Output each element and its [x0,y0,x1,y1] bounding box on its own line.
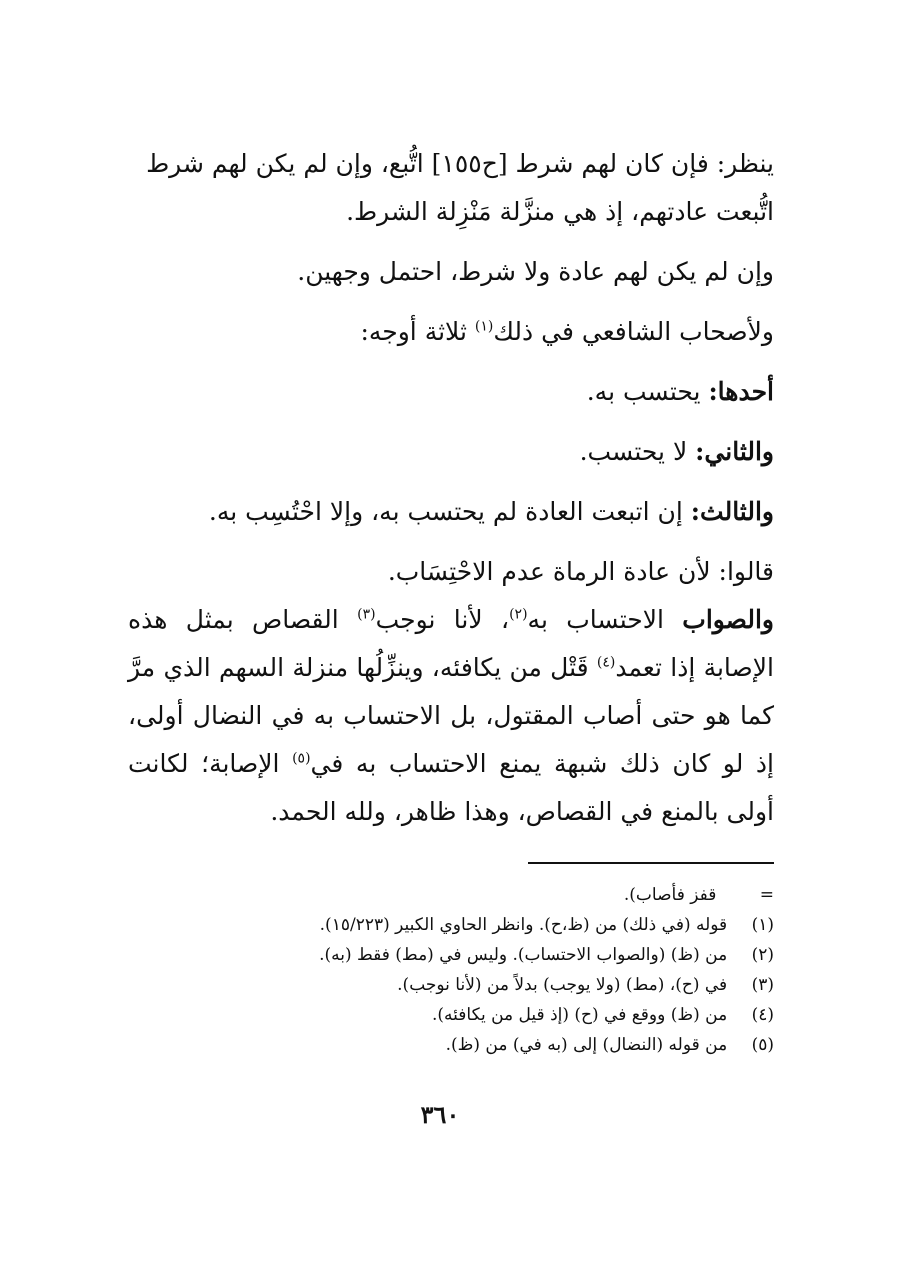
correct-view-label: والصواب [682,605,774,634]
continuation-text: قفز فأصاب). [623,885,717,905]
paragraph-5 [128,428,774,476]
paragraph-4 [128,368,774,416]
footnote-3-text: في (ح)، (مط) (ولا يوجب) بدلاً من (لأنا نوجب). [397,975,728,995]
footnote-ref-4: (٤) [596,654,616,671]
first-view-label: أحدها: [708,377,774,406]
paragraph-1-line-2: اتُّبعت عادتهم، إذ هي منزَّلة مَنْزِلة الشرط. [346,197,774,226]
footnote-4-number: (٤) [751,1005,774,1025]
footnote-5-text: من قوله (النضال) إلى (به في) من (ظ). [445,1035,728,1055]
second-view-label: والثاني: [695,437,774,466]
paragraph-1-line-1: ينظر: فإن كان لهم شرط [ح١٥٥] اتُّبع، وإن لم يكن لهم شرط [146,149,774,178]
footnotes [200,880,774,1060]
footnote-2-text: من (ظ) (والصواب الاحتساب). وليس في (مط) فقط (به). [319,945,728,965]
footnote-3 [200,970,774,1000]
footnote-5-number: (٥) [751,1035,774,1055]
third-view-text: إن اتبعت العادة لم يحتسب به، وإلا احْتُسِب به. [208,497,691,526]
footnote-1 [200,910,774,940]
footnote-ref-1: (١) [474,318,494,335]
footnote-2 [200,940,774,970]
page-number: ٣٦٠ [420,1100,460,1129]
paragraph-8-text-d: قَتْل من يكافئه، وينزِّلُها منزلة السهم الذي مرَّ كما هو حتى أصاب المقتول، بل الاحتساب به في النضال أولى، إذ لو كان ذلك شبهة يمنع الاحتساب به في [128,653,774,778]
footnote-ref-3: (٣) [357,606,376,623]
footnote-4-text: من (ظ) ووقع في (ح) (إذ قيل من يكافئه). [431,1005,728,1025]
footnote-divider [528,862,774,864]
footnote-4 [200,1000,774,1030]
paragraph-8 [128,596,774,836]
footnote-1-number: (١) [751,915,774,935]
first-view-text: يحتسب به. [586,377,709,406]
paragraph-3-text-b: ثلاثة أوجه: [360,317,475,346]
footnote-3-number: (٣) [751,975,774,995]
paragraph-3 [128,308,774,356]
continuation-mark: = [759,885,774,905]
third-view-label: والثالث: [690,497,774,526]
paragraph-3-text-a: ولأصحاب الشافعي في ذلك [493,317,774,346]
paragraph-7: قالوا: لأن عادة الرماة عدم الاحْتِسَاب. [387,557,774,586]
main-text [128,140,774,836]
paragraph-6 [128,488,774,536]
footnote-continuation [200,880,774,910]
second-view-text: لا يحتسب. [579,437,696,466]
paragraph-8-text-b: ، لأنا نوجب [375,605,510,634]
footnote-5 [200,1030,774,1060]
paragraph-8-text-e: الإصابة؛ لكانت أولى بالمنع في القصاص، وهذا ظاهر، ولله الحمد. [128,749,774,826]
paragraph-2: وإن لم يكن لهم عادة ولا شرط، احتمل وجهين. [297,257,774,286]
footnote-ref-5: (٥) [292,750,311,767]
paragraph-8-text-c: القصاص بمثل هذه الإصابة إذا تعمد [128,605,774,682]
footnote-ref-2: (٢) [509,606,528,623]
paragraph-8-text-a: الاحتساب به [527,605,683,634]
footnote-2-number: (٢) [751,945,774,965]
footnote-1-text: قوله (في ذلك) من (ظ،ح). وانظر الحاوي الكبير (١٥/٢٢٣). [319,915,728,935]
